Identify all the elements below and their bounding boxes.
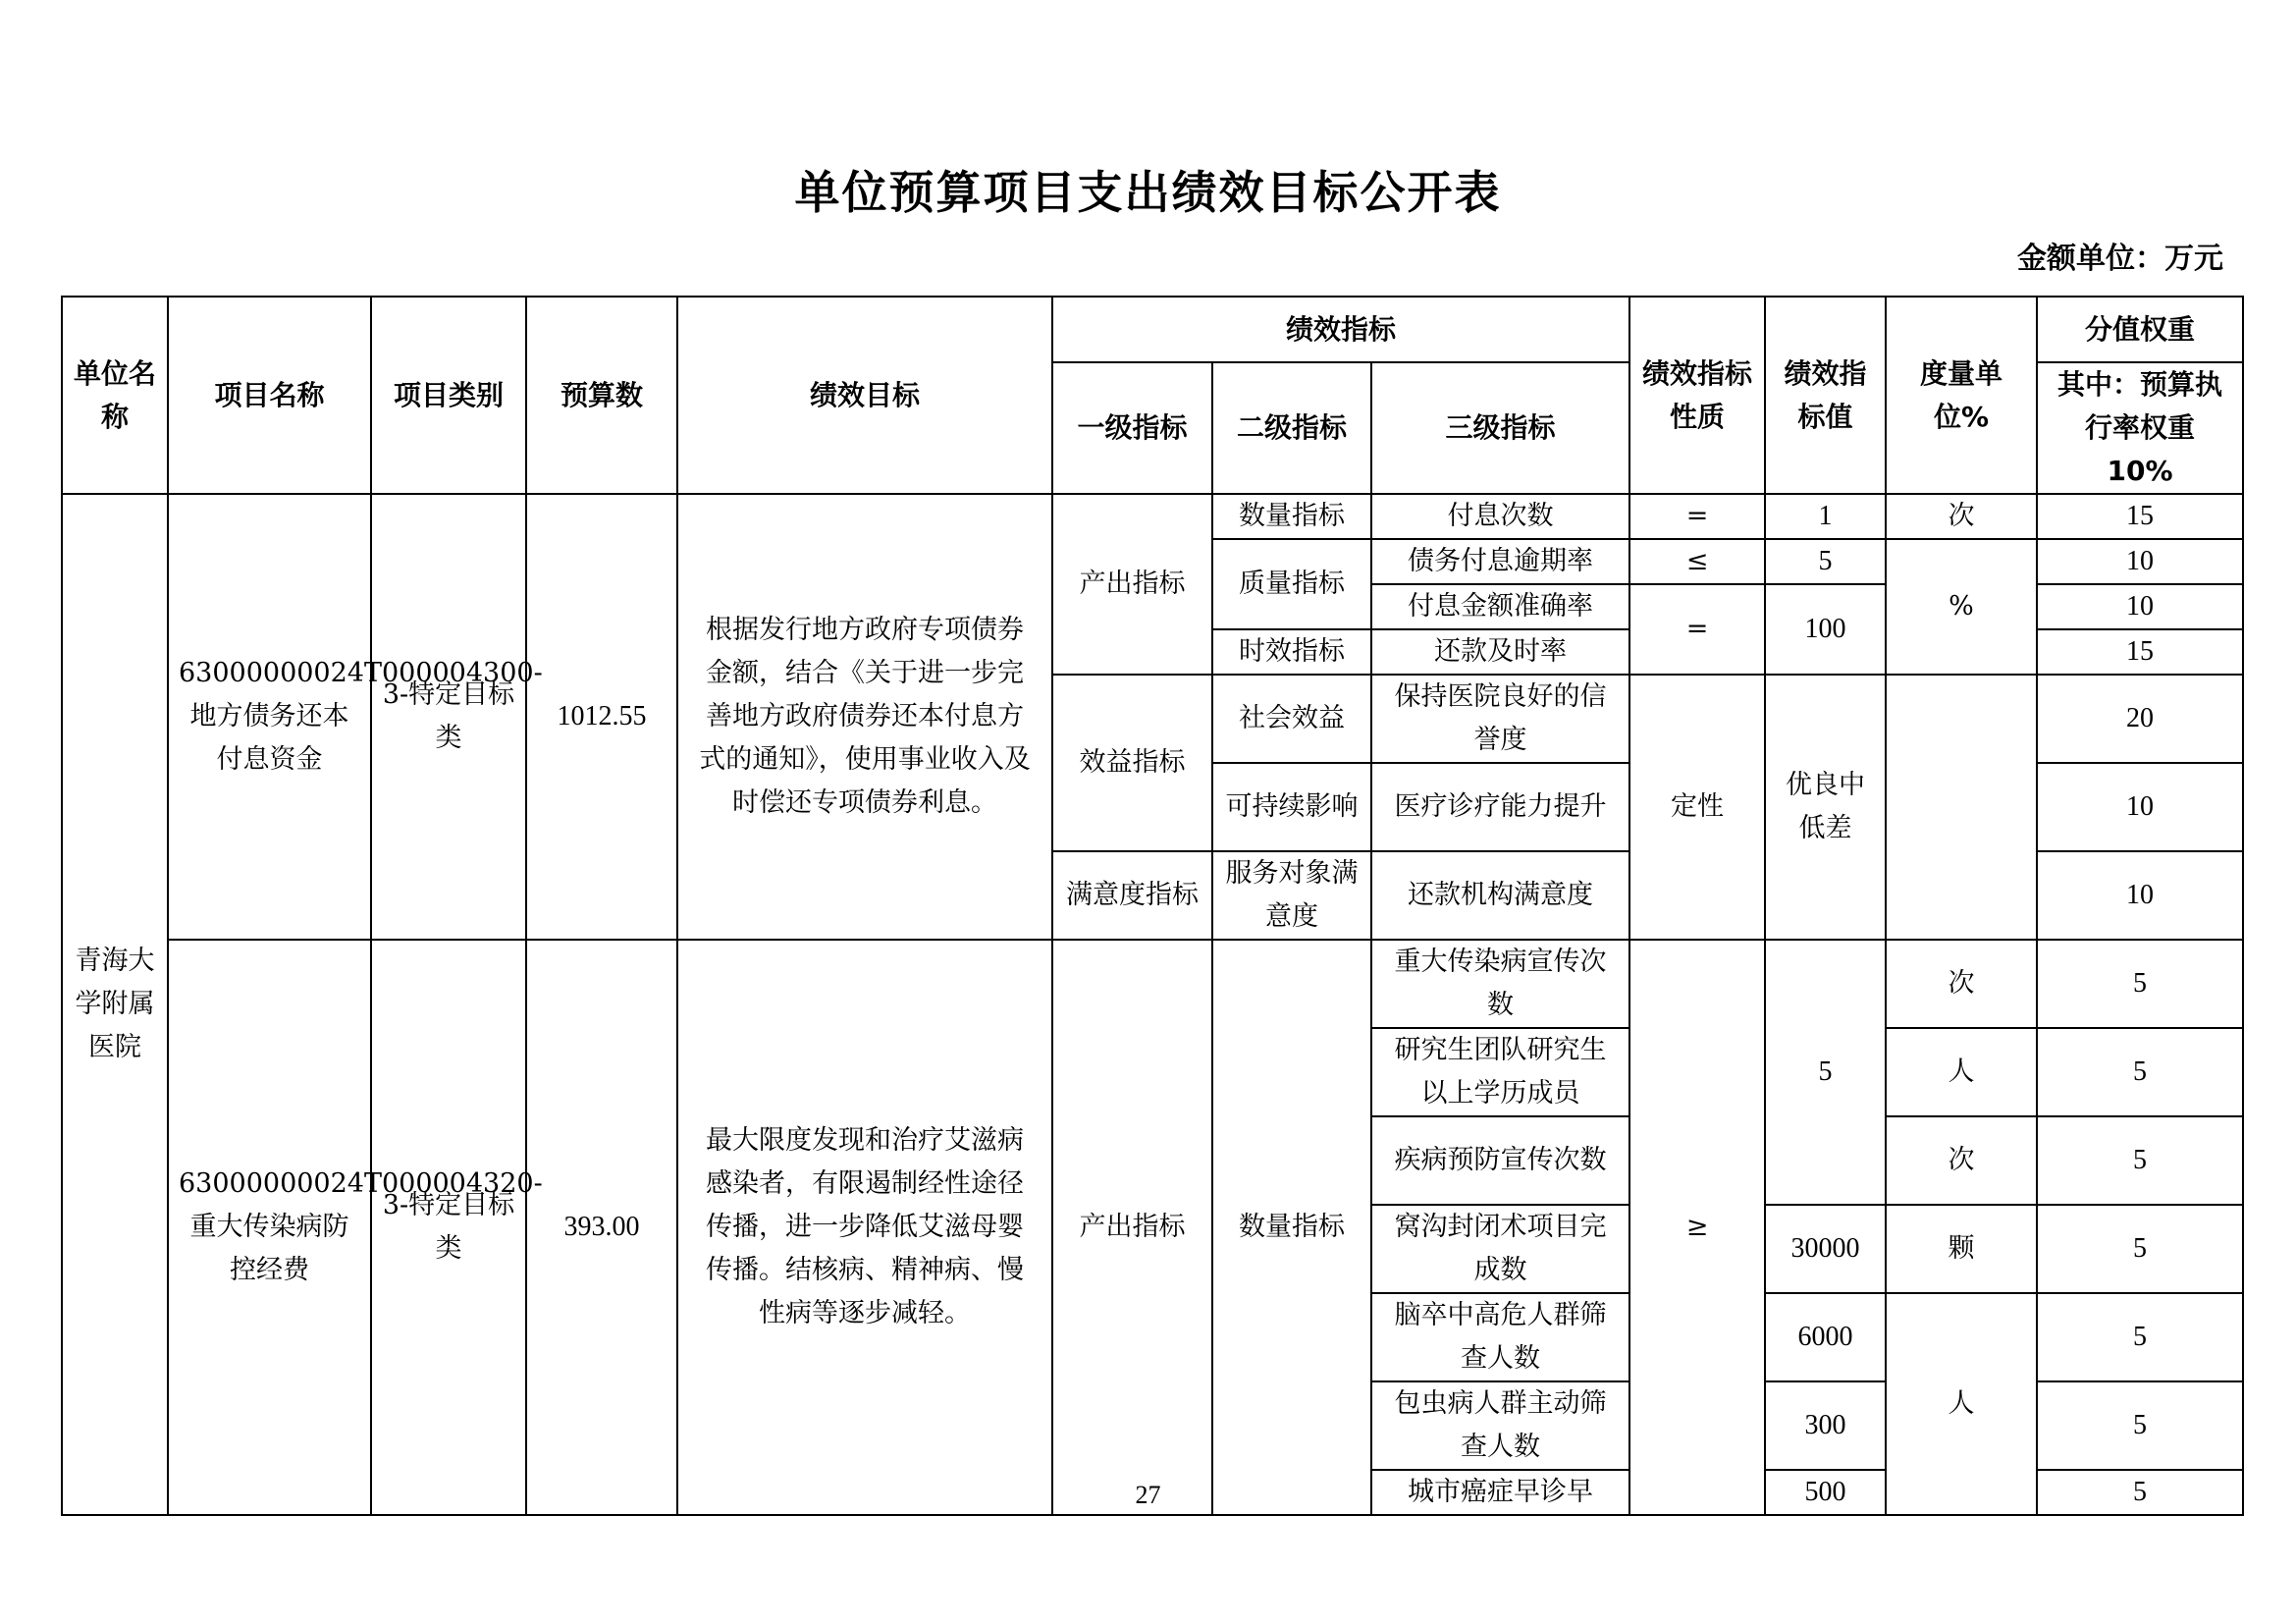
budget-cell: 1012.55	[526, 494, 677, 940]
measure-cell: 次	[1886, 1116, 2037, 1205]
level3-cell: 付息次数	[1371, 494, 1629, 539]
weight-cell: 20	[2037, 675, 2243, 763]
goal-cell: 根据发行地方政府专项债券金额，结合《关于进一步完善地方政府债券还本付息方式的通知》，使用事业收入及时偿还专项债券利息。	[677, 494, 1052, 940]
level3-cell: 保持医院良好的信誉度	[1371, 675, 1629, 763]
level3-cell: 债务付息逾期率	[1371, 539, 1629, 584]
level3-cell: 包虫病人群主动筛查人数	[1371, 1381, 1629, 1470]
level2-cell: 数量指标	[1212, 940, 1371, 1515]
level1-cell: 产出指标	[1052, 940, 1212, 1515]
weight-cell: 15	[2037, 494, 2243, 539]
value-cell: 5	[1765, 539, 1886, 584]
value-cell: 优良中低差	[1765, 675, 1886, 940]
weight-cell: 10	[2037, 763, 2243, 851]
weight-cell: 5	[2037, 1028, 2243, 1116]
measure-cell: 次	[1886, 494, 2037, 539]
nature-cell: 定性	[1629, 675, 1765, 940]
weight-cell: 15	[2037, 629, 2243, 675]
value-cell: 1	[1765, 494, 1886, 539]
measure-cell: 人	[1886, 1028, 2037, 1116]
level3-cell: 脑卒中高危人群筛查人数	[1371, 1293, 1629, 1381]
level1-cell: 效益指标	[1052, 675, 1212, 851]
project-name-cell: 63000000024T000004300-地方债务还本付息资金	[168, 494, 371, 940]
measure-cell: 人	[1886, 1293, 2037, 1515]
level3-cell: 疾病预防宣传次数	[1371, 1116, 1629, 1205]
unit-name-cell: 青海大学附属医院	[62, 494, 168, 1515]
value-cell: 100	[1765, 584, 1886, 675]
weight-cell: 10	[2037, 851, 2243, 940]
measure-cell: 颗	[1886, 1205, 2037, 1293]
weight-cell: 5	[2037, 1470, 2243, 1515]
level1-cell: 产出指标	[1052, 494, 1212, 675]
weight-cell: 5	[2037, 1293, 2243, 1381]
measure-cell: %	[1886, 539, 2037, 675]
goal-cell: 最大限度发现和治疗艾滋病感染者，有限遏制经性途径传播，进一步降低艾滋母婴传播。结核病、精神病、慢性病等逐步减轻。	[677, 940, 1052, 1515]
page-title: 单位预算项目支出绩效目标公开表	[794, 166, 1502, 219]
header-weight: 分值权重	[2037, 297, 2243, 362]
level2-cell: 时效指标	[1212, 629, 1371, 675]
level3-cell: 还款机构满意度	[1371, 851, 1629, 940]
weight-cell: 10	[2037, 584, 2243, 629]
weight-cell: 5	[2037, 1116, 2243, 1205]
measure-cell	[1886, 675, 2037, 940]
header-nature: 绩效指标性质	[1629, 297, 1765, 494]
weight-cell: 5	[2037, 940, 2243, 1028]
header-indicators: 绩效指标	[1052, 297, 1629, 362]
nature-cell: ≥	[1629, 940, 1765, 1515]
measure-cell: 次	[1886, 940, 2037, 1028]
value-cell: 30000	[1765, 1205, 1886, 1293]
level3-cell: 窝沟封闭术项目完成数	[1371, 1205, 1629, 1293]
header-project-type: 项目类别	[371, 297, 526, 494]
weight-cell: 5	[2037, 1205, 2243, 1293]
level2-cell: 可持续影响	[1212, 763, 1371, 851]
header-value: 绩效指标值	[1765, 297, 1886, 494]
project-type-cell: 3-特定目标类	[371, 494, 526, 940]
header-level3: 三级指标	[1371, 362, 1629, 494]
header-measure: 度量单位%	[1886, 297, 2037, 494]
project-type-cell: 3-特定目标类	[371, 940, 526, 1515]
value-cell: 300	[1765, 1381, 1886, 1470]
value-cell: 6000	[1765, 1293, 1886, 1381]
header-level2: 二级指标	[1212, 362, 1371, 494]
level3-cell: 城市癌症早诊早	[1371, 1470, 1629, 1515]
level3-cell: 付息金额准确率	[1371, 584, 1629, 629]
header-level1: 一级指标	[1052, 362, 1212, 494]
level3-cell: 重大传染病宣传次数	[1371, 940, 1629, 1028]
project-name-cell: 63000000024T000004320-重大传染病防控经费	[168, 940, 371, 1515]
level2-cell: 质量指标	[1212, 539, 1371, 629]
level2-cell: 社会效益	[1212, 675, 1371, 763]
level2-cell: 服务对象满意度	[1212, 851, 1371, 940]
weight-cell: 10	[2037, 539, 2243, 584]
budget-cell: 393.00	[526, 940, 677, 1515]
performance-table	[61, 296, 2244, 1516]
level3-cell: 医疗诊疗能力提升	[1371, 763, 1629, 851]
level2-cell: 数量指标	[1212, 494, 1371, 539]
page-number: 27	[1135, 1481, 1161, 1509]
header-budget: 预算数	[526, 297, 677, 494]
nature-cell: =	[1629, 494, 1765, 539]
header-goal: 绩效目标	[677, 297, 1052, 494]
nature-cell: ≤	[1629, 539, 1765, 584]
header-project-name: 项目名称	[168, 297, 371, 494]
amount-unit-label: 金额单位：万元	[2017, 242, 2223, 276]
header-unit-name: 单位名称	[62, 297, 168, 494]
header-weight-sub: 其中：预算执行率权重 10%	[2037, 362, 2243, 494]
level3-cell: 还款及时率	[1371, 629, 1629, 675]
nature-cell: =	[1629, 584, 1765, 675]
level1-cell: 满意度指标	[1052, 851, 1212, 940]
level3-cell: 研究生团队研究生以上学历成员	[1371, 1028, 1629, 1116]
value-cell: 5	[1765, 940, 1886, 1205]
weight-cell: 5	[2037, 1381, 2243, 1470]
value-cell: 500	[1765, 1470, 1886, 1515]
